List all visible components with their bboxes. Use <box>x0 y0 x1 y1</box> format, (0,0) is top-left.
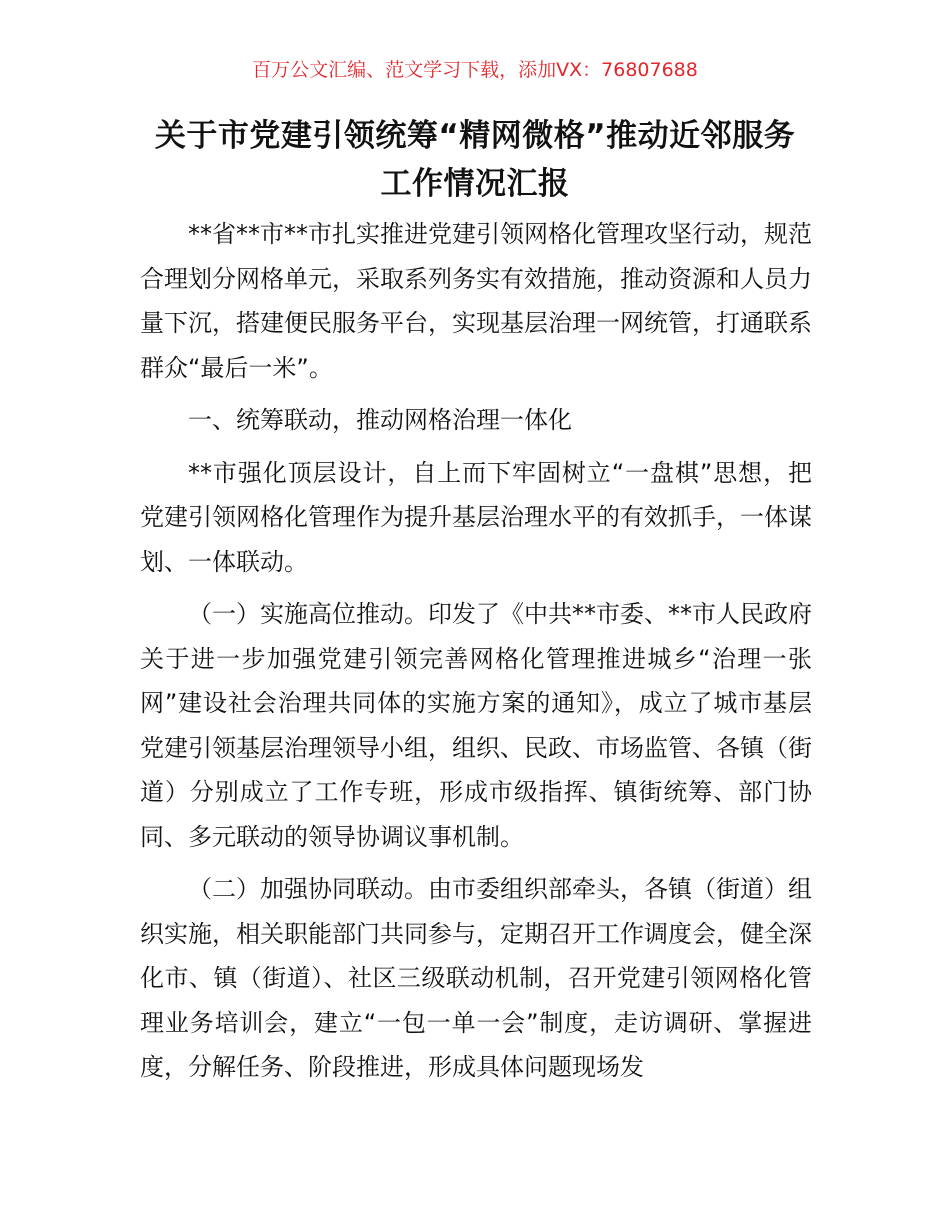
document-title: 关于市党建引领统筹“精网微格”推动近邻服务工作情况汇报 <box>154 118 796 202</box>
paragraph-section-1: **市强化顶层设计，自上而下牢固树立“一盘棋”思想，把党建引领网格化管理作为提升基层治理水平的有效抓手，一体谋划、一体联动。 <box>140 458 812 576</box>
header-banner: 百万公文汇编、范文学习下载，添加VX：76807688 <box>252 59 698 81</box>
paragraph-intro: **省**市**市扎实推进党建引领网格化管理攻坚行动，规范合理划分网格单元，采取系列务实有效措施，推动资源和人员力量下沉，搭建便民服务平台，实现基层治理一网统管，打通联系群众“最后一米”。 <box>140 220 812 382</box>
paragraph-subsection-2: （二）加强协同联动。由市委组织部牵头，各镇（街道）组织实施，相关职能部门共同参与，定期召开工作调度会，健全深化市、镇（街道）、社区三级联动机制，召开党建引领网格化管理业务培训会，建立“一包一单一会”制度，走访调研、掌握进度，分解任务、阶段推进，形成具体问题现场发 <box>140 875 812 1081</box>
paragraph-subsection-1: （一）实施高位推动。印发了《中共**市委、**市人民政府关于进一步加强党建引领完善网格化管理推进城乡“治理一张网”建设社会治理共同体的实施方案的通知》，成立了城市基层党建引领基层治理领导小组，组织、民政、市场监管、各镇（街道）分别成立了工作专班，形成市级指挥、镇街统筹、部门协同、多元联动的领导协调议事机制。 <box>140 600 812 851</box>
section-heading-1: 一、统筹联动，推动网格治理一体化 <box>188 406 572 434</box>
document-body <box>140 212 812 1098</box>
